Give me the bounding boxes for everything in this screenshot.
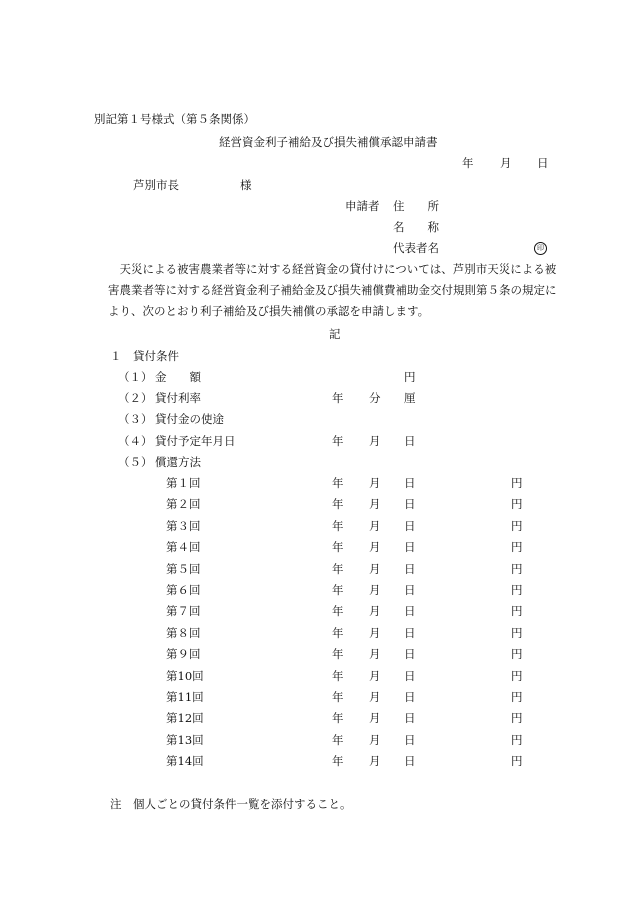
condition-rate-label: 貸付利率 (155, 391, 201, 405)
installment-month: 月 (369, 604, 381, 619)
installment-day: 日 (404, 668, 416, 683)
installment-year: 年 (332, 711, 344, 726)
installment-year: 年 (332, 497, 344, 512)
installment-label: 第12回 (166, 711, 204, 726)
applicant-representative-label: 代表者名 (393, 241, 439, 255)
condition-amount-yen: 円 (404, 370, 416, 384)
installment-yen: 円 (511, 647, 523, 662)
date-month: 月 (500, 156, 512, 170)
installment-day: 日 (404, 497, 416, 512)
installment-month: 月 (369, 754, 381, 769)
date-year: 年 (462, 156, 474, 170)
applicant-address-label: 住 所 (393, 199, 439, 213)
installment-month: 月 (369, 732, 381, 747)
condition-date-month: 月 (369, 434, 381, 448)
installment-day: 日 (404, 690, 416, 704)
addressee-honorific: 様 (240, 178, 252, 192)
installment-day: 日 (404, 604, 416, 619)
installment-label: 第７回 (166, 604, 201, 619)
form-label: 別記第１号様式（第５条関係） (94, 112, 255, 126)
installment-yen: 円 (511, 518, 523, 533)
installment-year: 年 (332, 540, 344, 555)
installment-yen: 円 (511, 497, 523, 512)
installment-yen: 円 (511, 604, 523, 619)
document-title: 経営資金利子補給及び損失補償承認申請書 (219, 135, 438, 149)
applicant-label: 申請者 (345, 199, 380, 213)
condition-amount-no: （１） (118, 370, 153, 384)
installment-year: 年 (332, 668, 344, 683)
ki-heading: 記 (329, 327, 341, 341)
installment-yen: 円 (511, 690, 523, 704)
installment-day: 日 (404, 518, 416, 533)
body-line: 天災による被害農業者等に対する経営資金の貸付けについては、芦別市天災による被 (108, 262, 557, 276)
installment-yen: 円 (511, 625, 523, 640)
applicant-name-label: 名 称 (393, 220, 439, 234)
installment-year: 年 (332, 604, 344, 619)
condition-use-label: 貸付金の使途 (155, 412, 224, 426)
note: 注 個人ごとの貸付条件一覧を添付すること。 (110, 797, 352, 811)
installment-month: 月 (369, 518, 381, 533)
installment-month: 月 (369, 668, 381, 683)
installment-month: 月 (369, 647, 381, 662)
installment-year: 年 (332, 754, 344, 769)
installment-month: 月 (369, 690, 381, 704)
application-body (108, 259, 557, 322)
installment-label: 第６回 (166, 583, 201, 597)
installment-label: 第10回 (166, 668, 204, 683)
addressee-name: 芦別市長 (133, 178, 179, 192)
installment-yen: 円 (511, 476, 523, 490)
installment-year: 年 (332, 647, 344, 662)
installment-month: 月 (369, 625, 381, 640)
installment-yen: 円 (511, 583, 523, 597)
installment-label: 第４回 (166, 540, 201, 555)
installment-year: 年 (332, 476, 344, 490)
installment-year: 年 (332, 625, 344, 640)
installment-day: 日 (404, 583, 416, 597)
installment-yen: 円 (511, 732, 523, 747)
installment-day: 日 (404, 561, 416, 576)
installment-label: 第９回 (166, 647, 201, 662)
installment-year: 年 (332, 583, 344, 597)
installment-label: 第３回 (166, 518, 201, 533)
installment-year: 年 (332, 518, 344, 533)
condition-date-day: 日 (404, 434, 416, 448)
condition-rate-bu: 分 (369, 391, 381, 405)
installment-year: 年 (332, 732, 344, 747)
condition-repay-label: 償還方法 (155, 455, 201, 469)
installment-label: 第13回 (166, 732, 204, 747)
installment-label: 第２回 (166, 497, 201, 512)
condition-rate-rin: 厘 (404, 391, 416, 405)
condition-date-no: （４） (118, 434, 153, 448)
installment-month: 月 (369, 583, 381, 597)
installment-year: 年 (332, 561, 344, 576)
installment-label: 第１回 (166, 476, 201, 490)
installment-day: 日 (404, 754, 416, 769)
seal-mark (534, 240, 547, 255)
installment-yen: 円 (511, 668, 523, 683)
installment-label: 第５回 (166, 561, 201, 576)
condition-rate-nen: 年 (332, 391, 344, 405)
installment-day: 日 (404, 647, 416, 662)
installment-yen: 円 (511, 754, 523, 769)
installment-label: 第８回 (166, 625, 201, 640)
condition-repay-no: （５） (118, 455, 153, 469)
installment-day: 日 (404, 732, 416, 747)
body-line: 害農業者等に対する経営資金利子補給金及び損失補償費補助金交付規則第５条の規定に (108, 283, 557, 297)
condition-use-no: （３） (118, 412, 153, 426)
installment-day: 日 (404, 476, 416, 490)
section-loan-conditions: １ 貸付条件 (110, 349, 179, 363)
installment-month: 月 (369, 476, 381, 490)
installment-day: 日 (404, 540, 416, 555)
installment-day: 日 (404, 711, 416, 726)
installment-month: 月 (369, 497, 381, 512)
installment-label: 第14回 (166, 754, 204, 769)
seal-icon: 印 (534, 242, 547, 255)
installment-month: 月 (369, 540, 381, 555)
condition-date-year: 年 (332, 434, 344, 448)
body-line: より、次のとおり利子補給及び損失補償の承認を申請します。 (108, 304, 430, 318)
installment-day: 日 (404, 625, 416, 640)
installment-yen: 円 (511, 711, 523, 726)
condition-rate-no: （２） (118, 391, 153, 405)
condition-amount-label: 金 額 (155, 370, 201, 384)
condition-date-label: 貸付予定年月日 (155, 434, 236, 448)
installment-label: 第11回 (166, 690, 204, 704)
installment-year: 年 (332, 690, 344, 704)
installment-month: 月 (369, 561, 381, 576)
installment-yen: 円 (511, 540, 523, 555)
date-day: 日 (537, 156, 549, 170)
installment-month: 月 (369, 711, 381, 726)
installment-yen: 円 (511, 561, 523, 576)
